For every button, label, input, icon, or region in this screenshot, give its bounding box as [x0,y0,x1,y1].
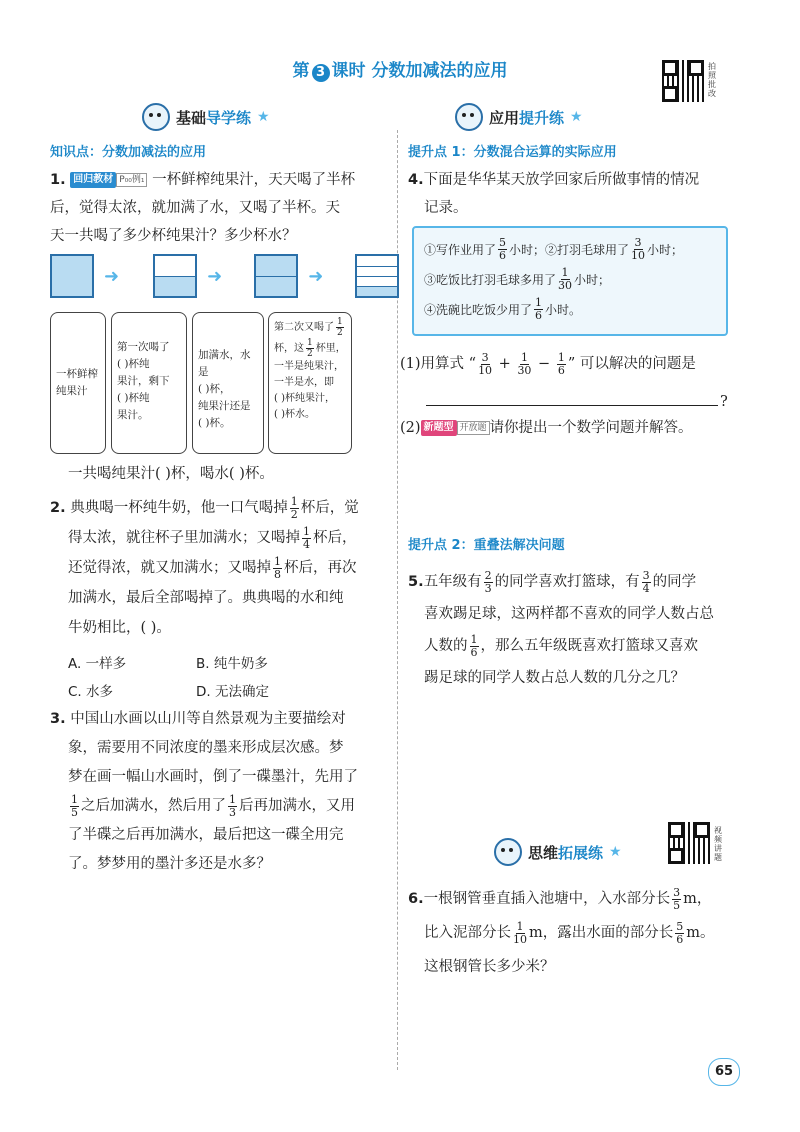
question-4: 4.下面是华华某天放学回家后所做事情的情况 记录。 [408,172,700,216]
arrow-icon: ➜ [207,265,223,287]
improve-point-1: 提升点 1：分数混合运算的实际应用 [408,145,617,160]
step-box-1: 一杯鲜榨 纯果汁 [50,312,106,454]
textbook-tag: 回归教材 [70,172,116,188]
question-3: 3. 中国山水画以山川等自然景观为主要描绘对 象，需要用不同浓度的墨来形成层次感。梦 梦在画一幅山水画时，倒了一碟墨汁，先用了 $\frac{1}{5}$ 之后加满水，然后用了 $\frac{1}{3}$ 后再加满水，又用 了半碟之后再加满水，最后把这一碟全用完 了。梦梦用的墨汁多还是水多？ [50,711,358,872]
q4-sub1: (1)用算式 “ $\frac{3}{10}$ + $\frac{1}{30}$ − $\frac{1}{6}$ ” 可以解决的问题是 [400,350,696,377]
mascot-icon [142,103,170,131]
q4-sub2: (2) 新题型 开放题 请你提出一个数学问题并解答。 [400,420,693,436]
page-number: 65 [708,1058,740,1086]
cup-full [50,254,94,298]
option-a[interactable]: A. 一样多 [68,656,127,672]
question-6: 6.一根钢管垂直插入池塘中，入水部分长 $\frac{3}{5}$ m， 比入泥部分长 $\frac{1}{10}$ m，露出水面的部分长 $\frac{5}{6}$ m。 这根钢管长多少米？ [408,885,715,975]
qr-bottom-label: 视频讲题 [714,826,722,862]
question-5: 5.五年级有 $\frac{2}{3}$ 的同学喜欢打篮球，有 $\frac{3}{4}$ 的同学 喜欢踢足球，这两样都不喜欢的同学人数占总 人数的 $\frac{1}{6}$ ，那么五年级既喜欢打篮球又喜欢 踢足球的同学人数占总人数的几分之几？ [408,568,714,686]
question-1: 1. 回归教材 P₀₀例₁ 一杯鲜榨纯果汁，天天喝了半杯 后，觉得太浓，就加满了水，又喝了半杯。天 天一共喝了多少杯纯果汁？多少杯水？ [50,172,356,244]
star-icon: ★ [257,109,270,125]
record-box: ①写作业用了 $\frac{5}{6}$ 小时；②打羽毛球用了 $\frac{3}{10}$ 小时； ③吃饭比打羽毛球多用了 $\frac{1}{30}$ 小时； ④洗碗比吃饭少用了 $\frac{1}{6}$ 小时。 [412,226,728,336]
arrow-icon: ➜ [104,265,120,287]
cup-quarter [355,254,399,298]
option-b[interactable]: B. 纯牛奶多 [196,656,268,672]
q1-answer-line: 一共喝纯果汁( )杯，喝水( )杯。 [68,466,274,482]
option-c[interactable]: C. 水多 [68,684,114,700]
question-2: 2. 典典喝一杯纯牛奶，他一口气喝掉 $\frac{1}{2}$ 杯后，觉 得太浓，就往杯子里加满水；又喝掉 $\frac{1}{4}$ 杯后， 还觉得浓，就又加满水；又喝掉 $\frac{1}{8}$ 杯后，再次 加满水，最后全部喝掉了。典典喝的水和纯 牛奶相比，( )。 [50,494,359,636]
section-header-basic: 基础导学练 ★ [142,103,270,131]
q4-sub1-end: ? [720,394,728,410]
cup-diagram [50,254,399,298]
improve-point-2: 提升点 2：重叠法解决问题 [408,538,565,553]
mascot-icon [494,838,522,866]
knowledge-point: 知识点：分数加减法的应用 [50,145,207,160]
section-header-extend: 思维拓展练 ★ [494,838,622,866]
answer-blank-line[interactable] [426,405,718,406]
qr-code-bottom[interactable] [668,822,710,864]
qr-code-top[interactable] [662,60,704,102]
cup-half [153,254,197,298]
page-title: 第 3 课时 分数加减法的应用 [292,61,508,81]
step-box-4: 第二次又喝了 $\frac{1}{2}$ 杯，这 $\frac{1}{2}$ 杯里， 一半是纯果汁， 一半是水，即 ( )杯纯果汁， ( )杯水。 [268,312,352,454]
star-icon: ★ [570,109,583,125]
mascot-icon [455,103,483,131]
cup-refilled [254,254,298,298]
star-icon: ★ [609,844,622,860]
qr-top-label: 拍照批改 [708,62,716,98]
new-type-tag: 新题型 [421,420,457,436]
lesson-number-badge: 3 [312,64,330,82]
step-box-2: 第一次喝了 ( )杯纯 果汁，剩下 ( )杯纯 果汁。 [111,312,187,454]
section-header-apply: 应用提升练 ★ [455,103,583,131]
step-box-3: 加满水，水是 ( )杯， 纯果汁还是 ( )杯。 [192,312,264,454]
option-d[interactable]: D. 无法确定 [196,684,269,700]
arrow-icon: ➜ [308,265,324,287]
